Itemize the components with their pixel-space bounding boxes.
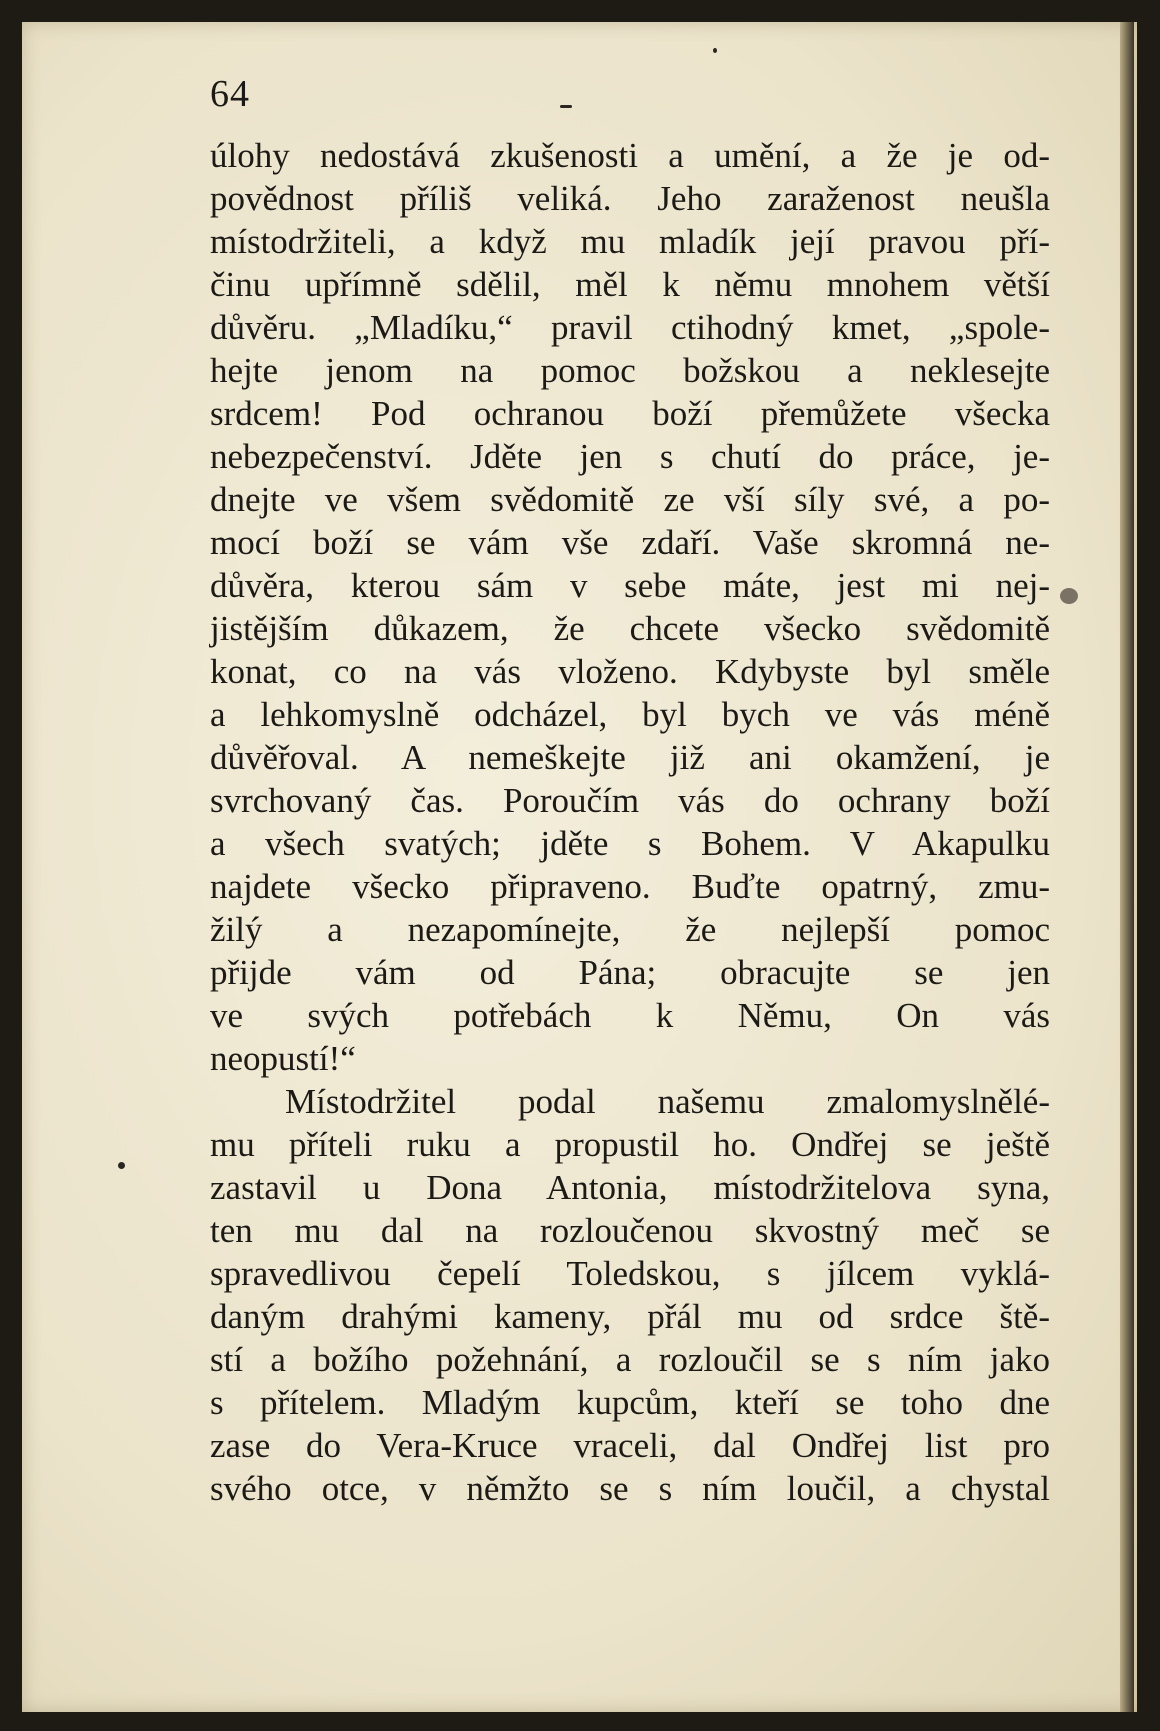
text-line: najdete všecko připraveno. Buďte opatrný, zmu- [210,867,1050,906]
text-line: a všech svatých; jděte s Bohem. V Akapulku [210,824,1050,863]
text-line: hejte jenom na pomoc božskou a neklesejte [210,351,1050,390]
text-line: Místodržitel podal našemu zmalomyslnělé- [285,1082,1050,1121]
ink-speck [560,105,572,108]
text-line: žilý a nezapomínejte, že nejlepší pomoc [210,910,1050,949]
text-line: mocí boží se vám vše zdaří. Vaše skromná ne- [210,523,1050,562]
text-line: místodržiteli, a když mu mladík její pravou pří- [210,222,1050,261]
text-line: úlohy nedostává zkušenosti a umění, a že je od- [210,136,1050,175]
text-line: důvěru. „Mladíku,“ pravil ctihodný kmet, „spole- [210,308,1050,347]
text-line: důvěra, kterou sám v sebe máte, jest mi nej- [210,566,1050,605]
text-line: konat, co na vás vloženo. Kdybyste byl směle [210,652,1050,691]
text-line: dnejte ve všem svědomitě ze vší síly své, a po- [210,480,1050,519]
text-line: ten mu dal na rozloučenou skvostný meč se [210,1211,1050,1250]
text-line: povědnost příliš veliká. Jeho zaraženost neušla [210,179,1050,218]
text-line: stí a božího požehnání, a rozloučil se s ním jako [210,1340,1050,1379]
text-line: daným drahými kameny, přál mu od srdce ště- [210,1297,1050,1336]
text-line: spravedlivou čepelí Toledskou, s jílcem vyklá- [210,1254,1050,1293]
book-spine-edge [1120,22,1134,1712]
text-line: zastavil u Dona Antonia, místodržitelova syna, [210,1168,1050,1207]
ink-speck [713,48,717,53]
page-text [210,134,1050,1510]
text-line: jistějším důkazem, že chcete všecko svědomitě [210,609,1050,648]
text-line: zase do Vera-Kruce vraceli, dal Ondřej list pro [210,1426,1050,1465]
text-line: mu příteli ruku a propustil ho. Ondřej se ještě [210,1125,1050,1164]
text-line: svého otce, v němžto se s ním loučil, a chystal [210,1469,1050,1508]
text-line: ve svých potřebách k Němu, On vás [210,996,1050,1035]
ink-blot [1060,588,1078,604]
text-line: činu upřímně sdělil, měl k němu mnohem větší [210,265,1050,304]
text-line: svrchovaný čas. Poroučím vás do ochrany boží [210,781,1050,820]
text-line: neopustí!“ [210,1039,356,1078]
ink-speck [118,1162,125,1169]
text-line: s přítelem. Mladým kupcům, kteří se toho dne [210,1383,1050,1422]
text-line: nebezpečenství. Jděte jen s chutí do práce, je- [210,437,1050,476]
text-line: a lehkomyslně odcházel, byl bych ve vás méně [210,695,1050,734]
text-line: přijde vám od Pána; obracujte se jen [210,953,1050,992]
page-number: 64 [210,73,250,115]
text-line: důvěřoval. A nemeškejte již ani okamžení, je [210,738,1050,777]
text-line: srdcem! Pod ochranou boží přemůžete všecka [210,394,1050,433]
